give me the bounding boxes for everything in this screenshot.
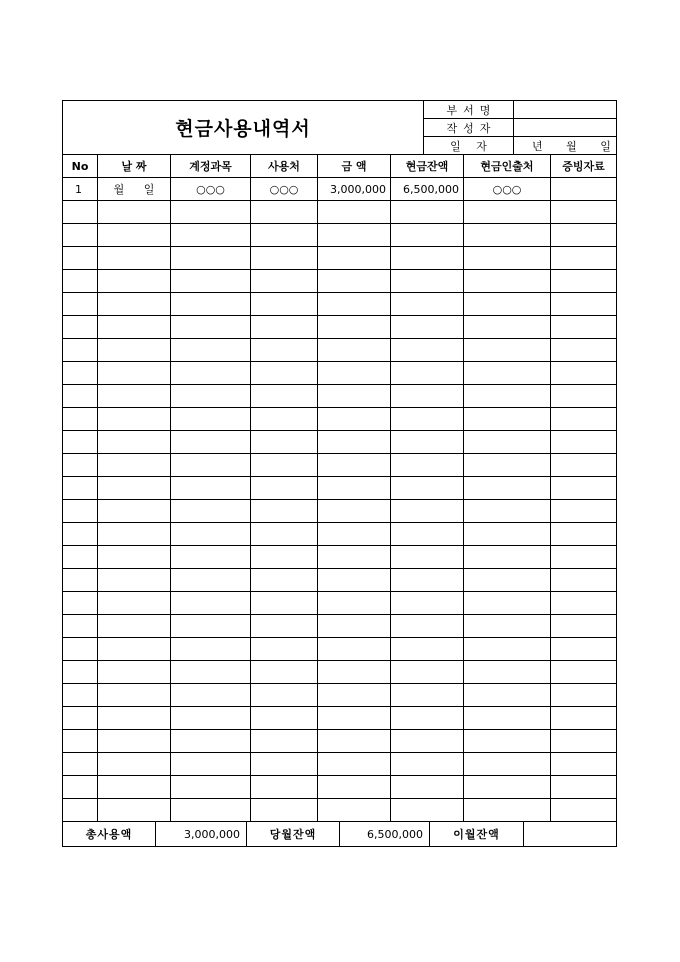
empty-cell[interactable] (391, 431, 464, 454)
row-source[interactable]: ○○○ (464, 178, 551, 201)
empty-cell[interactable] (98, 201, 171, 224)
empty-cell[interactable] (251, 799, 318, 822)
empty-cell[interactable] (251, 638, 318, 661)
date-day-unit: 일 (600, 139, 612, 153)
empty-cell[interactable] (318, 523, 391, 546)
table-header-row (63, 155, 617, 178)
empty-cell[interactable] (251, 224, 318, 247)
empty-cell[interactable] (391, 730, 464, 753)
empty-cell[interactable] (318, 753, 391, 776)
empty-cell[interactable] (318, 247, 391, 270)
empty-cell[interactable] (171, 201, 251, 224)
empty-cell[interactable] (391, 799, 464, 822)
empty-cell[interactable] (171, 707, 251, 730)
empty-cell[interactable] (98, 270, 171, 293)
empty-cell[interactable] (318, 546, 391, 569)
empty-cell[interactable] (63, 615, 98, 638)
row-month-unit: 월 (113, 183, 125, 196)
empty-cell[interactable] (464, 385, 551, 408)
carry-over-value[interactable] (524, 822, 617, 847)
empty-cell[interactable] (98, 477, 171, 500)
empty-cell[interactable] (98, 592, 171, 615)
table-row (63, 569, 617, 592)
empty-cell[interactable] (551, 201, 617, 224)
empty-cell[interactable] (551, 408, 617, 431)
empty-cell[interactable] (63, 592, 98, 615)
empty-cell[interactable] (551, 615, 617, 638)
empty-cell[interactable] (171, 408, 251, 431)
empty-cell[interactable] (251, 454, 318, 477)
empty-cell[interactable] (318, 684, 391, 707)
empty-cell[interactable] (551, 362, 617, 385)
empty-cell[interactable] (391, 500, 464, 523)
row-no[interactable]: 1 (63, 178, 98, 201)
empty-cell[interactable] (251, 270, 318, 293)
empty-cell[interactable] (391, 270, 464, 293)
empty-cell[interactable] (318, 776, 391, 799)
empty-cell[interactable] (318, 408, 391, 431)
empty-cell[interactable] (171, 523, 251, 546)
table-row (63, 500, 617, 523)
empty-cell[interactable] (63, 316, 98, 339)
table-row (63, 293, 617, 316)
empty-cell[interactable] (551, 431, 617, 454)
empty-cell[interactable] (251, 293, 318, 316)
table-row (63, 408, 617, 431)
empty-cell[interactable] (171, 477, 251, 500)
date-year-unit: 년 (532, 139, 544, 153)
empty-cell[interactable] (391, 247, 464, 270)
table-row (63, 523, 617, 546)
empty-cell[interactable] (464, 224, 551, 247)
empty-cell[interactable] (251, 546, 318, 569)
table-row (63, 477, 617, 500)
empty-cell[interactable] (464, 270, 551, 293)
empty-cell[interactable] (551, 638, 617, 661)
empty-cell[interactable] (551, 454, 617, 477)
empty-cell[interactable] (98, 339, 171, 362)
empty-cell[interactable] (551, 523, 617, 546)
empty-cell[interactable] (171, 592, 251, 615)
empty-cell[interactable] (318, 316, 391, 339)
empty-cell[interactable] (251, 661, 318, 684)
empty-cell[interactable] (391, 753, 464, 776)
empty-cell[interactable] (251, 201, 318, 224)
carry-over-label: 이월잔액 (430, 822, 524, 847)
empty-cell[interactable] (391, 224, 464, 247)
empty-cell[interactable] (464, 523, 551, 546)
table-row (63, 684, 617, 707)
empty-cell[interactable] (318, 477, 391, 500)
empty-cell[interactable] (464, 546, 551, 569)
empty-cell[interactable] (251, 684, 318, 707)
total-usage-value[interactable]: 3,000,000 (156, 822, 247, 847)
empty-cell[interactable] (63, 776, 98, 799)
empty-cell[interactable] (98, 316, 171, 339)
row-date[interactable] (98, 178, 171, 201)
empty-cell[interactable] (318, 799, 391, 822)
empty-cell[interactable] (551, 707, 617, 730)
empty-cell[interactable] (391, 776, 464, 799)
table-row (63, 201, 617, 224)
empty-cell[interactable] (391, 477, 464, 500)
table-row (63, 730, 617, 753)
empty-cell[interactable] (391, 592, 464, 615)
empty-cell[interactable] (63, 477, 98, 500)
empty-cell[interactable] (98, 454, 171, 477)
empty-cell[interactable] (251, 431, 318, 454)
empty-cell[interactable] (551, 799, 617, 822)
empty-cell[interactable] (551, 753, 617, 776)
empty-cell[interactable] (251, 500, 318, 523)
col-header-amount: 금 액 (318, 155, 391, 178)
empty-cell[interactable] (464, 339, 551, 362)
empty-cell[interactable] (171, 753, 251, 776)
empty-cell[interactable] (171, 385, 251, 408)
empty-cell[interactable] (391, 385, 464, 408)
empty-cell[interactable] (251, 339, 318, 362)
empty-cell[interactable] (391, 661, 464, 684)
col-header-place: 사용처 (251, 155, 318, 178)
empty-cell[interactable] (171, 776, 251, 799)
summary-row (63, 822, 617, 847)
empty-cell[interactable] (464, 592, 551, 615)
empty-cell[interactable] (171, 799, 251, 822)
empty-cell[interactable] (63, 684, 98, 707)
empty-cell[interactable] (464, 707, 551, 730)
empty-cell[interactable] (171, 362, 251, 385)
table-row (63, 615, 617, 638)
empty-cell[interactable] (98, 247, 171, 270)
empty-cell[interactable] (391, 707, 464, 730)
empty-cell[interactable] (251, 615, 318, 638)
empty-cell[interactable] (551, 684, 617, 707)
date-value[interactable] (514, 137, 617, 155)
col-header-account: 계정과목 (171, 155, 251, 178)
empty-cell[interactable] (391, 316, 464, 339)
empty-cell[interactable] (171, 247, 251, 270)
col-header-no: No (63, 155, 98, 178)
empty-cell[interactable] (464, 201, 551, 224)
author-value[interactable] (514, 119, 617, 137)
cash-usage-sheet (62, 100, 616, 847)
empty-cell[interactable] (251, 247, 318, 270)
empty-cell[interactable] (98, 523, 171, 546)
col-header-source: 현금인출처 (464, 155, 551, 178)
table-row (63, 592, 617, 615)
table-row (63, 638, 617, 661)
empty-cell[interactable] (318, 224, 391, 247)
empty-cell[interactable] (551, 569, 617, 592)
empty-cell[interactable] (98, 224, 171, 247)
empty-cell[interactable] (464, 477, 551, 500)
empty-cell[interactable] (171, 500, 251, 523)
empty-cell[interactable] (63, 339, 98, 362)
table-row (63, 753, 617, 776)
empty-cell[interactable] (98, 615, 171, 638)
empty-cell[interactable] (318, 569, 391, 592)
empty-cell[interactable] (251, 730, 318, 753)
empty-cell[interactable] (251, 385, 318, 408)
empty-cell[interactable] (464, 408, 551, 431)
empty-cell[interactable] (63, 431, 98, 454)
empty-cell[interactable] (171, 270, 251, 293)
empty-cell[interactable] (171, 638, 251, 661)
empty-cell[interactable] (251, 569, 318, 592)
summary-table (62, 821, 617, 847)
empty-cell[interactable] (318, 385, 391, 408)
empty-cell[interactable] (98, 546, 171, 569)
empty-cell[interactable] (391, 454, 464, 477)
empty-cell[interactable] (551, 270, 617, 293)
empty-cell[interactable] (171, 293, 251, 316)
empty-cell[interactable] (551, 477, 617, 500)
empty-cell[interactable] (251, 362, 318, 385)
table-row (63, 224, 617, 247)
row-account[interactable]: ○○○ (171, 178, 251, 201)
month-balance-value[interactable]: 6,500,000 (340, 822, 430, 847)
empty-cell[interactable] (464, 799, 551, 822)
empty-cell[interactable] (464, 431, 551, 454)
empty-cell[interactable] (551, 500, 617, 523)
empty-cell[interactable] (391, 293, 464, 316)
empty-cell[interactable] (63, 500, 98, 523)
empty-cell[interactable] (251, 523, 318, 546)
table-row (63, 247, 617, 270)
empty-cell[interactable] (63, 569, 98, 592)
empty-cell[interactable] (318, 500, 391, 523)
empty-cell[interactable] (464, 753, 551, 776)
empty-cell[interactable] (551, 224, 617, 247)
row-balance[interactable]: 6,500,000 (391, 178, 464, 201)
empty-cell[interactable] (464, 293, 551, 316)
empty-cell[interactable] (63, 201, 98, 224)
empty-cell[interactable] (171, 431, 251, 454)
total-usage-label: 총사용액 (63, 822, 156, 847)
table-row (63, 546, 617, 569)
empty-cell[interactable] (391, 638, 464, 661)
empty-cell[interactable] (251, 316, 318, 339)
empty-cell[interactable] (318, 431, 391, 454)
empty-cell[interactable] (171, 615, 251, 638)
empty-cell[interactable] (98, 362, 171, 385)
empty-cell[interactable] (464, 615, 551, 638)
empty-cell[interactable] (251, 408, 318, 431)
month-balance-label: 당월잔액 (247, 822, 340, 847)
table-row (63, 776, 617, 799)
empty-cell[interactable] (171, 339, 251, 362)
empty-cell[interactable] (551, 316, 617, 339)
empty-cell[interactable] (318, 661, 391, 684)
empty-cell[interactable] (391, 615, 464, 638)
empty-cell[interactable] (98, 293, 171, 316)
empty-cell[interactable] (391, 201, 464, 224)
empty-cell[interactable] (391, 684, 464, 707)
empty-cell[interactable] (464, 569, 551, 592)
row-day-unit: 일 (143, 183, 155, 196)
empty-cell[interactable] (318, 615, 391, 638)
empty-cell[interactable] (98, 408, 171, 431)
header-table (62, 100, 617, 155)
empty-cell[interactable] (98, 569, 171, 592)
empty-cell[interactable] (251, 592, 318, 615)
table-row (63, 316, 617, 339)
empty-cell[interactable] (251, 753, 318, 776)
empty-cell[interactable] (171, 224, 251, 247)
row-place[interactable]: ○○○ (251, 178, 318, 201)
table-row (63, 362, 617, 385)
row-amount[interactable]: 3,000,000 (318, 178, 391, 201)
empty-cell[interactable] (98, 638, 171, 661)
empty-cell[interactable] (63, 707, 98, 730)
empty-cell[interactable] (63, 638, 98, 661)
col-header-date: 날 짜 (98, 155, 171, 178)
empty-cell[interactable] (63, 247, 98, 270)
date-label: 일 자 (424, 137, 514, 155)
empty-cell[interactable] (171, 316, 251, 339)
empty-cell[interactable] (63, 362, 98, 385)
empty-cell[interactable] (63, 224, 98, 247)
empty-cell[interactable] (171, 730, 251, 753)
empty-cell[interactable] (318, 707, 391, 730)
empty-cell[interactable] (318, 592, 391, 615)
empty-cell[interactable] (551, 776, 617, 799)
empty-cell[interactable] (63, 730, 98, 753)
empty-cell[interactable] (171, 454, 251, 477)
empty-cell[interactable] (464, 730, 551, 753)
empty-cell[interactable] (171, 569, 251, 592)
empty-cell[interactable] (391, 569, 464, 592)
empty-cell[interactable] (391, 408, 464, 431)
empty-cell[interactable] (98, 661, 171, 684)
empty-cell[interactable] (464, 454, 551, 477)
empty-cell[interactable] (464, 500, 551, 523)
empty-cell[interactable] (98, 776, 171, 799)
empty-cell[interactable] (551, 339, 617, 362)
empty-cell[interactable] (63, 546, 98, 569)
empty-cell[interactable] (171, 684, 251, 707)
empty-cell[interactable] (98, 684, 171, 707)
empty-cell[interactable] (63, 799, 98, 822)
empty-cell[interactable] (391, 546, 464, 569)
row-evidence[interactable] (551, 178, 617, 201)
department-value[interactable] (514, 101, 617, 119)
department-label: 부서명 (424, 101, 514, 119)
empty-cell[interactable] (391, 339, 464, 362)
empty-cell[interactable] (63, 661, 98, 684)
empty-cell[interactable] (171, 546, 251, 569)
empty-cell[interactable] (251, 707, 318, 730)
table-row (63, 661, 617, 684)
table-row (63, 799, 617, 822)
empty-cell[interactable] (551, 385, 617, 408)
empty-cell[interactable] (464, 247, 551, 270)
col-header-balance: 현금잔액 (391, 155, 464, 178)
empty-cell[interactable] (98, 431, 171, 454)
table-row (63, 270, 617, 293)
empty-cell[interactable] (318, 339, 391, 362)
empty-cell[interactable] (391, 523, 464, 546)
table-row (63, 431, 617, 454)
empty-cell[interactable] (98, 707, 171, 730)
table-row (63, 454, 617, 477)
empty-cell[interactable] (464, 316, 551, 339)
author-label: 작성자 (424, 119, 514, 137)
empty-cell[interactable] (464, 776, 551, 799)
table-row (63, 178, 617, 201)
empty-cell[interactable] (318, 201, 391, 224)
date-month-unit: 월 (566, 139, 578, 153)
empty-cell[interactable] (464, 661, 551, 684)
usage-table (62, 154, 617, 822)
empty-cell[interactable] (318, 293, 391, 316)
empty-cell[interactable] (171, 661, 251, 684)
empty-cell[interactable] (63, 270, 98, 293)
empty-cell[interactable] (464, 638, 551, 661)
col-header-evidence: 증빙자료 (551, 155, 617, 178)
empty-cell[interactable] (63, 523, 98, 546)
empty-cell[interactable] (551, 293, 617, 316)
empty-cell[interactable] (98, 385, 171, 408)
empty-cell[interactable] (464, 362, 551, 385)
empty-cell[interactable] (63, 293, 98, 316)
empty-cell[interactable] (63, 753, 98, 776)
empty-cell[interactable] (63, 408, 98, 431)
table-row (63, 707, 617, 730)
empty-cell[interactable] (464, 684, 551, 707)
empty-cell[interactable] (63, 385, 98, 408)
empty-cell[interactable] (251, 776, 318, 799)
empty-cell[interactable] (551, 546, 617, 569)
empty-cell[interactable] (318, 454, 391, 477)
empty-cell[interactable] (551, 730, 617, 753)
empty-cell[interactable] (318, 270, 391, 293)
empty-cell[interactable] (63, 454, 98, 477)
empty-cell[interactable] (318, 730, 391, 753)
empty-cell[interactable] (98, 799, 171, 822)
empty-cell[interactable] (391, 362, 464, 385)
empty-cell[interactable] (251, 477, 318, 500)
document-title: 현금사용내역서 (63, 101, 424, 155)
empty-cell[interactable] (98, 753, 171, 776)
empty-cell[interactable] (551, 247, 617, 270)
table-row (63, 385, 617, 408)
empty-cell[interactable] (551, 592, 617, 615)
empty-cell[interactable] (318, 638, 391, 661)
empty-cell[interactable] (551, 661, 617, 684)
empty-cell[interactable] (98, 730, 171, 753)
empty-cell[interactable] (318, 362, 391, 385)
empty-cell[interactable] (98, 500, 171, 523)
table-row (63, 339, 617, 362)
